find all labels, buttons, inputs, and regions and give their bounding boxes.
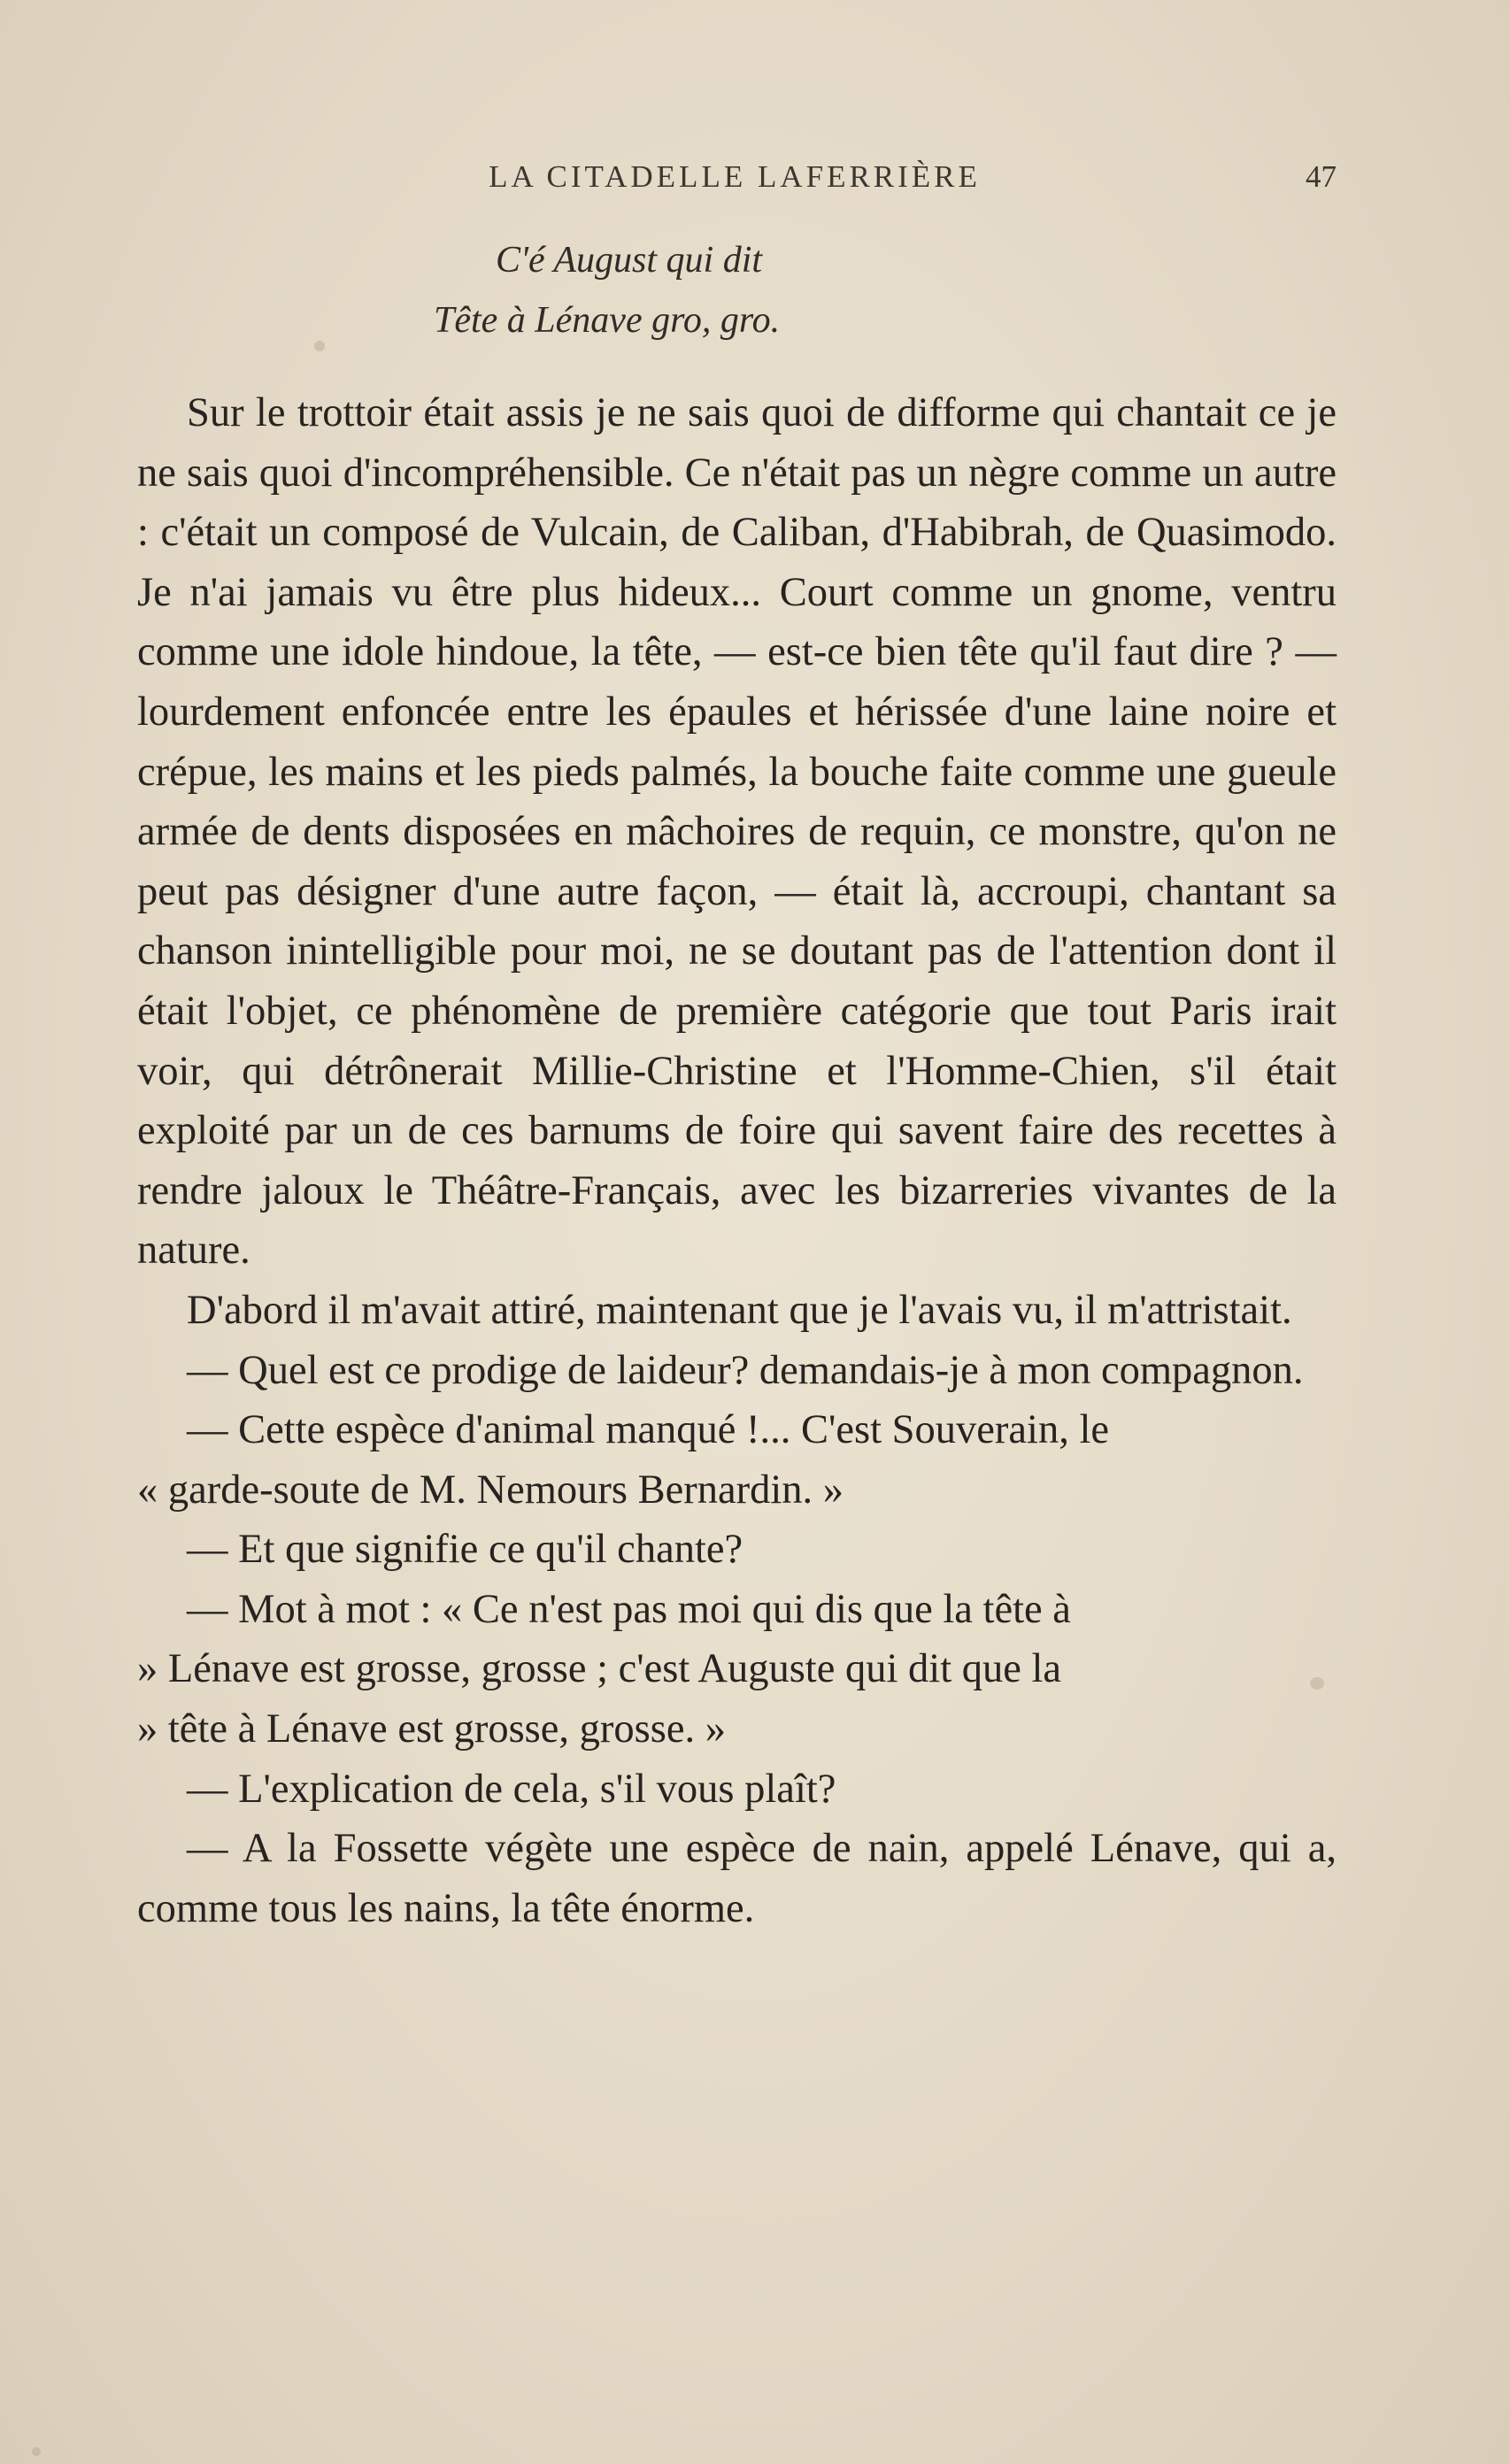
paragraph-6-continued-2: » tête à Lénave est grosse, grosse. » — [137, 1706, 726, 1752]
paper-spot — [314, 341, 325, 351]
paragraph-1: Sur le trottoir était assis je ne sais quoi de difforme qui chantait ce je ne sais quoi d'incompréhensible. Ce n'était pas un nègre comme un autre : c'était un composé de Vulcain, de Caliban, d'Habibrah, de Quasimodo. Je n'ai jamais vu être plus hideux... Court comme un gnome, ventru comme une idole hindoue, la tête, — est-ce bien tête qu'il faut dire ? — lourdement enfoncée entre les épaules et hérissée d'une laine noire et crépue, les mains et les pieds palmés, la bouche faite comme une gueule armée de dents disposées en mâchoires de requin, ce monstre, qu'on ne peut pas désigner d'une autre façon, — était là, accroupi, chantant sa chanson inintelligible pour moi, ne se doutant pas de l'attention dont il était l'objet, ce phénomène de première catégorie que tout Paris irait voir, qui détrônerait Millie-Christine et l'Homme-Chien, s'il était exploité par un de ces barnums de foire qui savent faire des recettes à rendre jaloux le Théâtre-Français, avec les bizarreries vivantes de la nature. — [137, 390, 1337, 1274]
paragraph-6-continued-1: » Lénave est grosse, grosse ; c'est Auguste qui dit que la — [137, 1646, 1062, 1692]
paragraph-6: — Mot à mot : « Ce n'est pas moi qui dis que la tête à — [187, 1586, 1071, 1632]
paragraph-8: — A la Fossette végète une espèce de nain, appelé Lénave, qui a, comme tous les nains, la tête énorme. — [137, 1826, 1337, 1931]
body-text — [137, 383, 1337, 1938]
paper-spot — [32, 2447, 41, 2456]
paragraph-2: D'abord il m'avait attiré, maintenant que je l'avais vu, il m'attristait. — [187, 1287, 1292, 1333]
running-title: LA CITADELLE LAFERRIÈRE — [489, 159, 981, 194]
paragraph-5: — Et que signifie ce qu'il chante? — [187, 1527, 743, 1573]
paper-spot — [1310, 1677, 1324, 1690]
epigraph — [133, 230, 1337, 350]
paragraph-4: — Cette espèce d'animal manqué !... C'est Souverain, le — [187, 1407, 1110, 1453]
epigraph-line-2: Tête à Lénave gro, gro. — [434, 300, 781, 341]
paragraph-3: — Quel est ce prodige de laideur? demandais-je à mon compagnon. — [187, 1347, 1304, 1393]
page-number: 47 — [1306, 159, 1337, 194]
paragraph-7: — L'explication de cela, s'il vous plaît? — [187, 1766, 836, 1812]
paragraph-4-continued: « garde-soute de M. Nemours Bernardin. » — [137, 1467, 844, 1513]
running-head — [133, 159, 1337, 204]
epigraph-line-1: C'é August qui dit — [496, 240, 763, 281]
